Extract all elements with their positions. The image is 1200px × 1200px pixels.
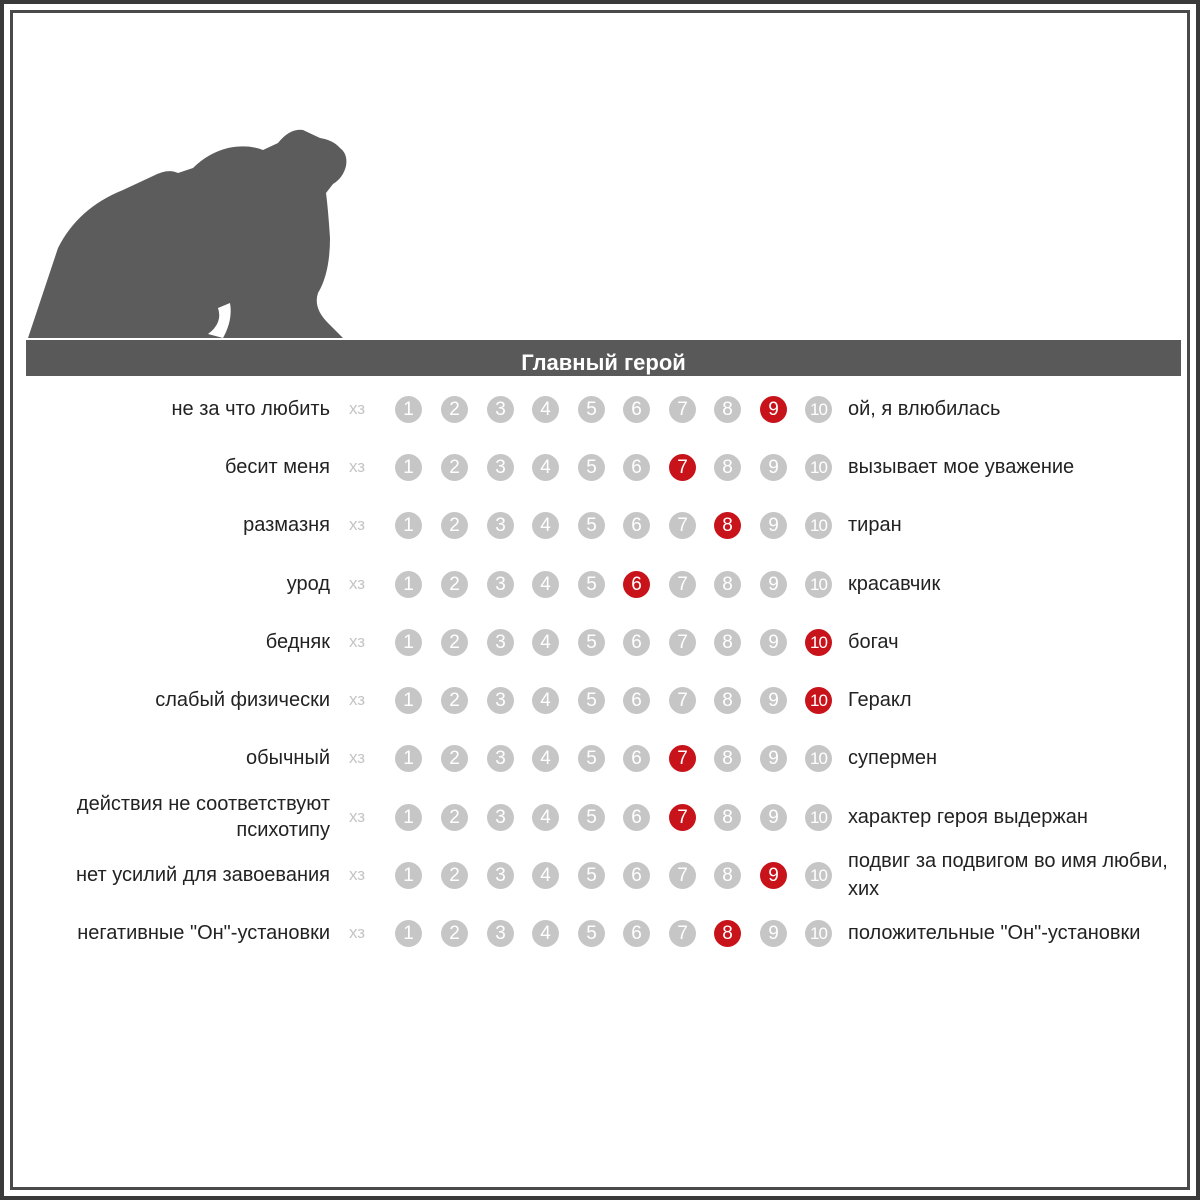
rating-option-10[interactable]: 10 [805,687,832,714]
section-title: Главный герой [26,340,1181,376]
rating-option-2[interactable]: 2 [441,745,468,772]
rating-option-3[interactable]: 3 [487,687,514,714]
rating-option-7[interactable]: 7 [669,571,696,598]
rating-option-7[interactable]: 7 [669,629,696,656]
dont-know-option[interactable]: хз [349,515,366,534]
rating-option-4[interactable]: 4 [532,396,559,423]
rating-option-8[interactable]: 8 [714,629,741,656]
right-pole-label: супермен [848,747,937,769]
rating-option-4[interactable]: 4 [532,745,559,772]
right-pole-label: богач [848,631,899,653]
rating-option-6[interactable]: 6 [623,804,650,831]
left-pole-label: нет усилий для завоевания [76,864,330,886]
rating-option-1[interactable]: 1 [395,571,422,598]
rating-option-3[interactable]: 3 [487,804,514,831]
left-pole-label: не за что любить [171,398,330,420]
rating-option-2[interactable]: 2 [441,629,468,656]
rating-option-9[interactable]: 9 [760,571,787,598]
rating-option-1[interactable]: 1 [395,454,422,481]
rating-option-7[interactable]: 7 [669,920,696,947]
rating-option-3[interactable]: 3 [487,571,514,598]
rating-option-7[interactable]: 7 [669,862,696,889]
left-pole-label: урод [286,573,330,595]
dont-know-option[interactable]: хз [349,690,366,709]
rating-option-4[interactable]: 4 [532,629,559,656]
rating-option-1[interactable]: 1 [395,862,422,889]
rating-row [0,438,1200,496]
rating-option-5[interactable]: 5 [578,512,605,539]
left-pole-label: размазня [243,514,330,536]
rating-option-1[interactable]: 1 [395,687,422,714]
left-pole-label: слабый физически [155,689,330,711]
rating-option-7[interactable]: 7 [669,454,696,481]
rating-option-4[interactable]: 4 [532,862,559,889]
rating-row [0,496,1200,554]
dont-know-option[interactable]: хз [349,807,366,826]
rating-option-2[interactable]: 2 [441,920,468,947]
rating-option-9[interactable]: 9 [760,454,787,481]
rating-option-5[interactable]: 5 [578,629,605,656]
rating-option-5[interactable]: 5 [578,862,605,889]
rating-option-9[interactable]: 9 [760,687,787,714]
rating-option-10[interactable]: 10 [805,804,832,831]
rating-option-6[interactable]: 6 [623,920,650,947]
right-pole-label: красавчик [848,573,941,595]
left-pole-label: бесит меня [225,456,330,478]
rating-option-4[interactable]: 4 [532,687,559,714]
rating-option-9[interactable]: 9 [760,396,787,423]
rating-option-5[interactable]: 5 [578,396,605,423]
rating-option-7[interactable]: 7 [669,512,696,539]
rating-option-3[interactable]: 3 [487,920,514,947]
rating-row [0,729,1200,787]
right-pole-label: положительные "Он"-установки [848,922,1141,944]
dont-know-option[interactable]: хз [349,748,366,767]
rating-option-1[interactable]: 1 [395,745,422,772]
rating-option-8[interactable]: 8 [714,454,741,481]
rating-row [0,904,1200,962]
rating-option-7[interactable]: 7 [669,804,696,831]
rating-option-2[interactable]: 2 [441,571,468,598]
rating-row [0,555,1200,613]
rating-option-10[interactable]: 10 [805,920,832,947]
rating-option-3[interactable]: 3 [487,396,514,423]
rating-option-2[interactable]: 2 [441,512,468,539]
rating-option-2[interactable]: 2 [441,687,468,714]
rating-option-6[interactable]: 6 [623,454,650,481]
rating-row [0,846,1200,904]
dont-know-option[interactable]: хз [349,865,366,884]
left-pole-label: обычный [246,747,330,769]
right-pole-label: характер героя выдержан [848,806,1088,828]
rating-option-9[interactable]: 9 [760,745,787,772]
rating-row [0,613,1200,671]
left-pole-label: действия не соответствуют психотипу [76,793,330,841]
rating-row [0,788,1200,846]
rating-option-7[interactable]: 7 [669,745,696,772]
rating-option-8[interactable]: 8 [714,571,741,598]
rating-option-3[interactable]: 3 [487,454,514,481]
rating-option-5[interactable]: 5 [578,920,605,947]
rating-option-2[interactable]: 2 [441,862,468,889]
rating-option-4[interactable]: 4 [532,512,559,539]
rating-option-5[interactable]: 5 [578,687,605,714]
right-pole-label: ой, я влюбилась [848,398,1001,420]
rating-option-5[interactable]: 5 [578,745,605,772]
rating-option-2[interactable]: 2 [441,396,468,423]
rating-option-1[interactable]: 1 [395,804,422,831]
right-pole-label: тиран [848,514,902,536]
right-pole-label: Геракл [848,689,912,711]
rating-option-1[interactable]: 1 [395,512,422,539]
rating-option-8[interactable]: 8 [714,862,741,889]
rating-option-3[interactable]: 3 [487,862,514,889]
rating-option-5[interactable]: 5 [578,571,605,598]
rating-option-4[interactable]: 4 [532,571,559,598]
rating-option-9[interactable]: 9 [760,920,787,947]
rating-option-1[interactable]: 1 [395,396,422,423]
rating-option-6[interactable]: 6 [623,571,650,598]
left-pole-label: негативные "Он"-установки [77,922,330,944]
dont-know-option[interactable]: хз [349,399,366,418]
rating-option-5[interactable]: 5 [578,454,605,481]
rating-option-10[interactable]: 10 [805,571,832,598]
rating-option-5[interactable]: 5 [578,804,605,831]
rating-option-8[interactable]: 8 [714,745,741,772]
rating-option-10[interactable]: 10 [805,745,832,772]
right-pole-label: подвиг за подвигом во имя любви, хих [848,850,1168,900]
dont-know-option[interactable]: хз [349,457,366,476]
rating-row [0,671,1200,729]
rating-option-10[interactable]: 10 [805,629,832,656]
rating-option-6[interactable]: 6 [623,512,650,539]
rating-option-8[interactable]: 8 [714,512,741,539]
rating-option-3[interactable]: 3 [487,512,514,539]
rating-option-9[interactable]: 9 [760,862,787,889]
rating-option-4[interactable]: 4 [532,804,559,831]
rating-row [0,380,1200,438]
dont-know-option[interactable]: хз [349,632,366,651]
rating-option-6[interactable]: 6 [623,396,650,423]
right-pole-label: вызывает мое уважение [848,456,1075,478]
rating-option-2[interactable]: 2 [441,454,468,481]
pensive-man-silhouette-icon [28,98,362,338]
rating-option-4[interactable]: 4 [532,920,559,947]
rating-option-6[interactable]: 6 [623,629,650,656]
rating-option-10[interactable]: 10 [805,512,832,539]
left-pole-label: бедняк [265,631,330,653]
rating-option-6[interactable]: 6 [623,687,650,714]
rating-option-2[interactable]: 2 [441,804,468,831]
rating-option-9[interactable]: 9 [760,804,787,831]
rating-option-8[interactable]: 8 [714,687,741,714]
rating-option-6[interactable]: 6 [623,862,650,889]
dont-know-option[interactable]: хз [349,574,366,593]
rating-option-1[interactable]: 1 [395,920,422,947]
rating-option-8[interactable]: 8 [714,396,741,423]
rating-option-8[interactable]: 8 [714,920,741,947]
rating-option-9[interactable]: 9 [760,629,787,656]
rating-option-10[interactable]: 10 [805,396,832,423]
rating-option-7[interactable]: 7 [669,396,696,423]
rating-option-10[interactable]: 10 [805,862,832,889]
rating-option-3[interactable]: 3 [487,629,514,656]
rating-option-1[interactable]: 1 [395,629,422,656]
rating-option-7[interactable]: 7 [669,687,696,714]
rating-option-8[interactable]: 8 [714,804,741,831]
rating-option-10[interactable]: 10 [805,454,832,481]
rating-option-4[interactable]: 4 [532,454,559,481]
rating-option-3[interactable]: 3 [487,745,514,772]
rating-option-6[interactable]: 6 [623,745,650,772]
rating-option-9[interactable]: 9 [760,512,787,539]
dont-know-option[interactable]: хз [349,923,366,942]
